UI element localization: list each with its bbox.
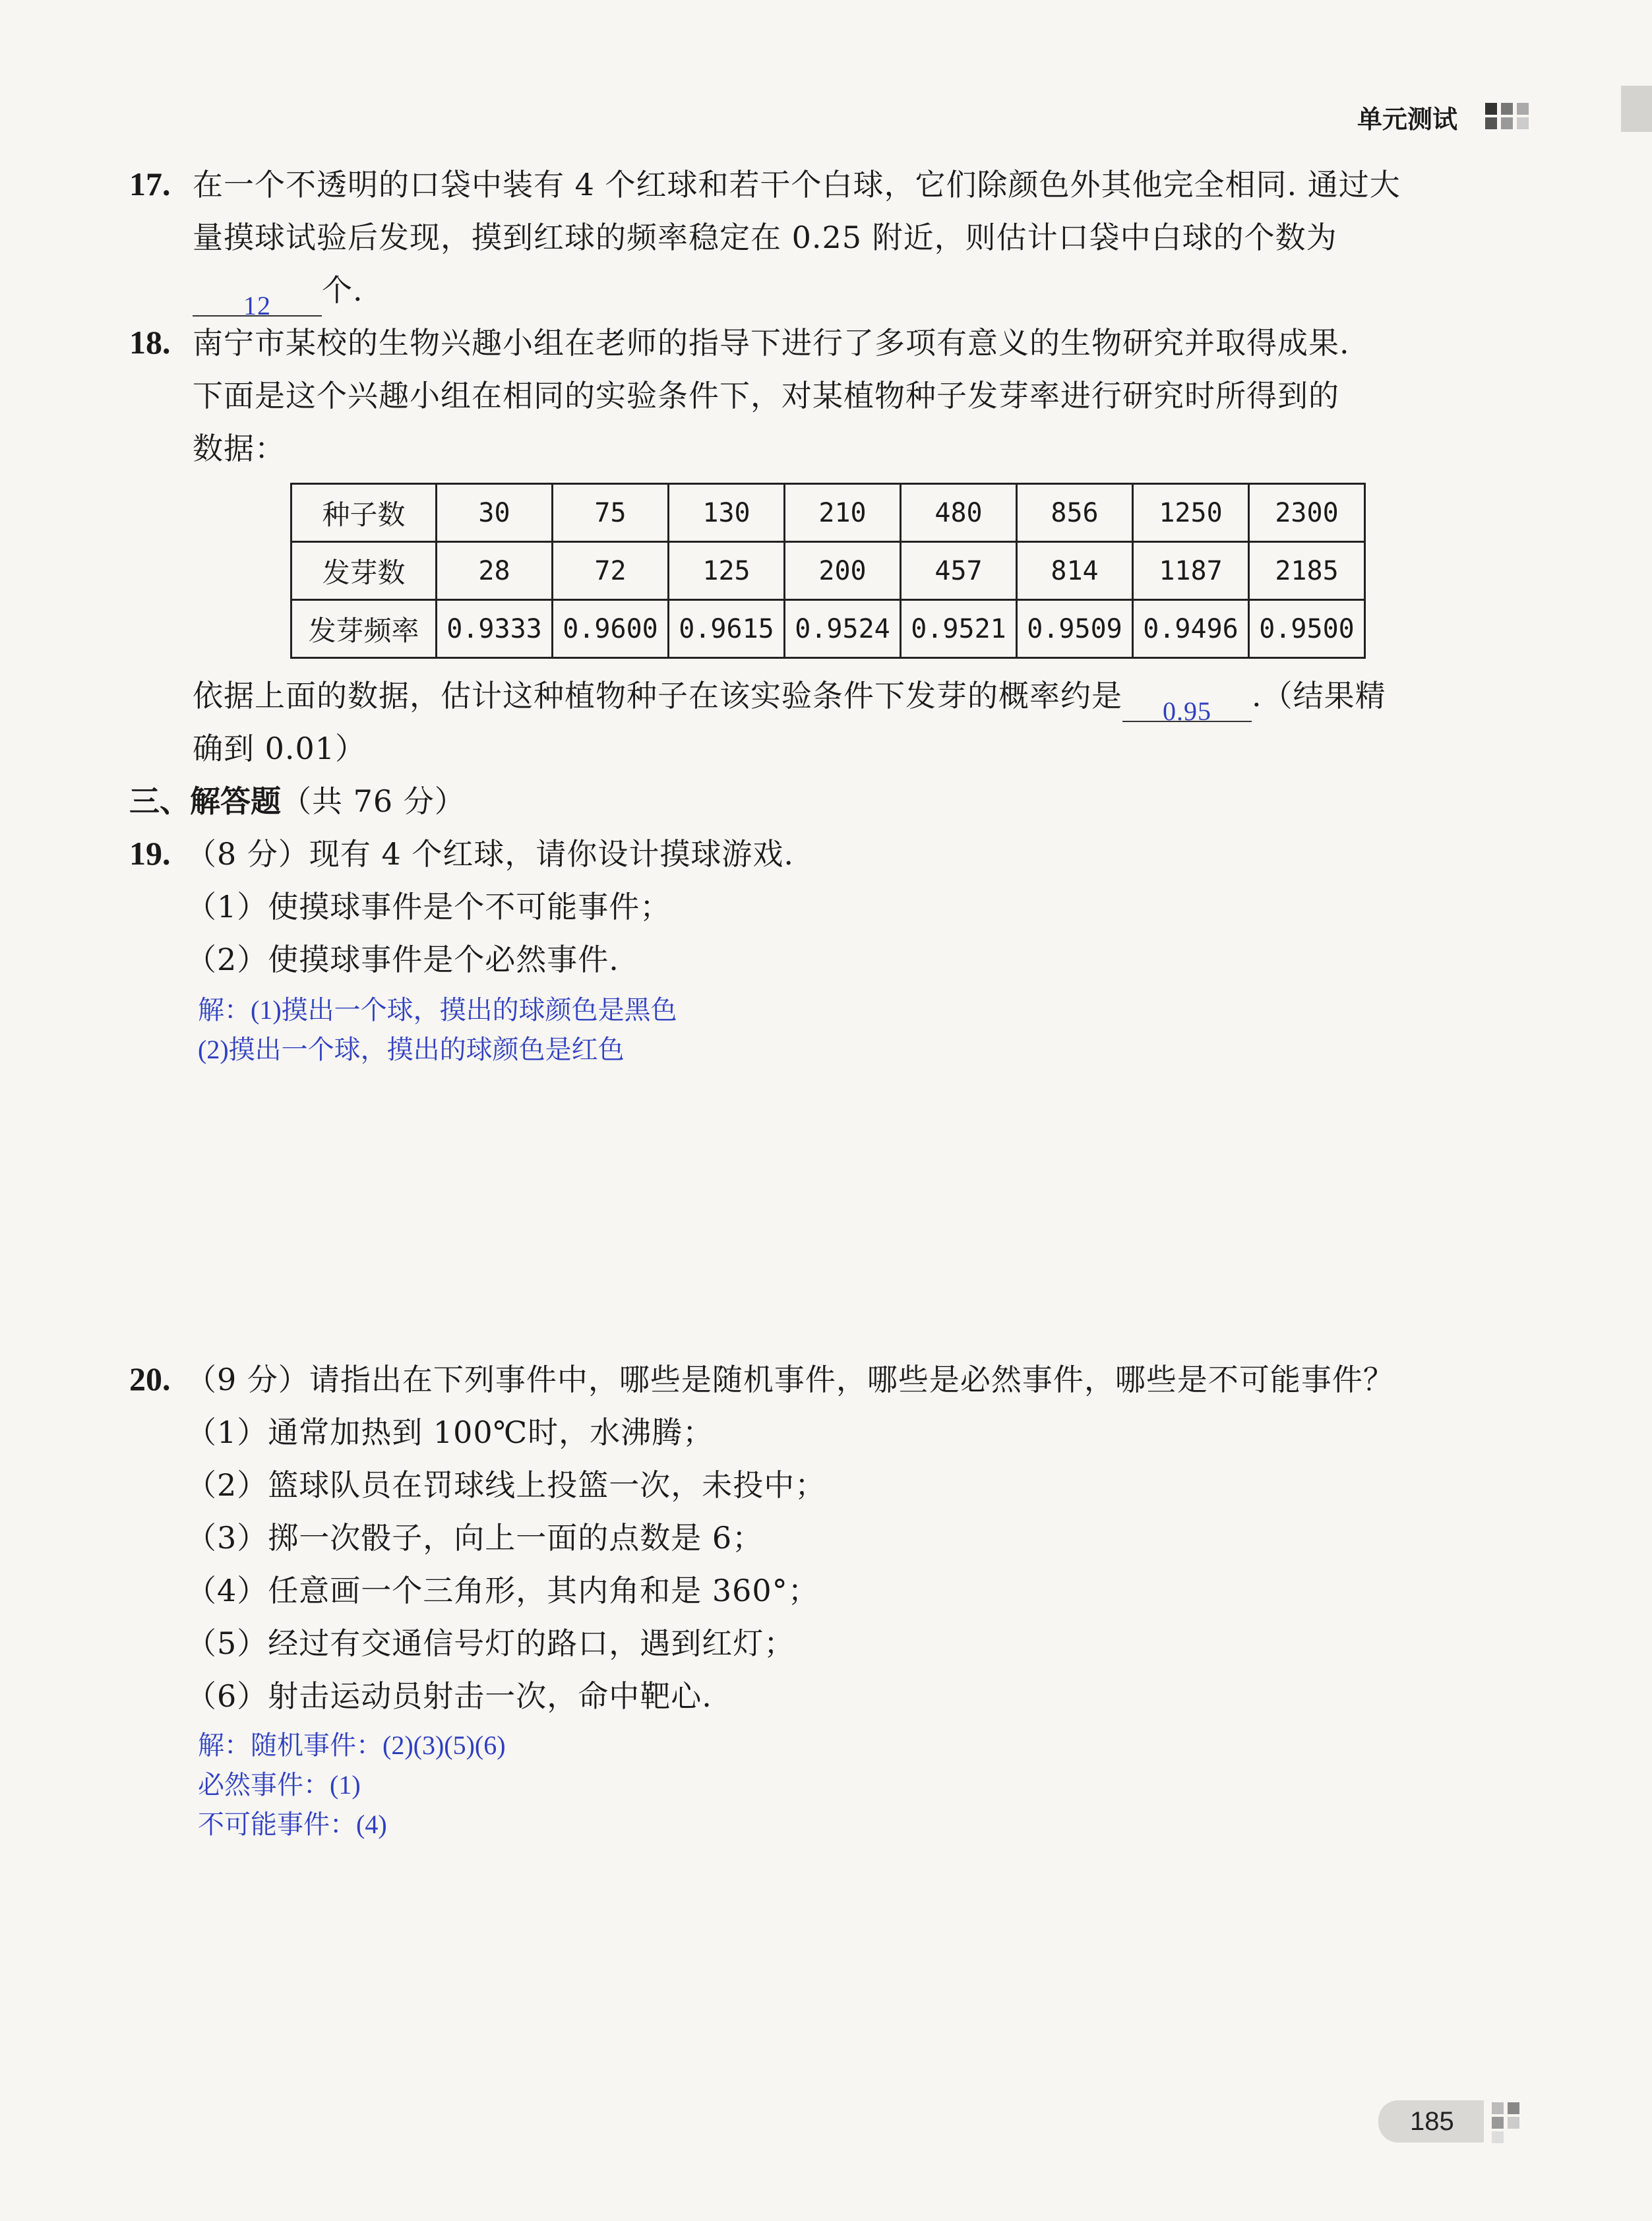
q18-after-line xyxy=(193,669,1386,726)
row-label: 发芽频率 xyxy=(291,600,437,658)
table-cell: 0.9600 xyxy=(553,600,669,658)
table-cell: 75 xyxy=(553,484,669,542)
page-number-badge xyxy=(1378,2100,1484,2143)
table-cell: 130 xyxy=(669,484,785,542)
table-cell: 0.9509 xyxy=(1017,600,1133,658)
q18-number: 18. xyxy=(129,324,171,361)
q18-line2: 下面是这个兴趣小组在相同的实验条件下，对某植物种子发芽率进行研究时所得到的 xyxy=(193,378,1339,413)
table-row xyxy=(291,600,1365,658)
q18-line3: 数据： xyxy=(193,431,286,466)
table-cell: 2300 xyxy=(1249,484,1365,542)
q17-answer: 12 xyxy=(193,280,322,317)
q20-answer1: 解：随机事件：(2)(3)(5)(6) xyxy=(198,1730,506,1760)
q18-line1: 南宁市某校的生物兴趣小组在老师的指导下进行了多项有意义的生物研究并取得成果. xyxy=(193,325,1350,361)
table-cell: 200 xyxy=(785,542,901,600)
q19-number: 19. xyxy=(129,835,171,872)
q20-answer2: 必然事件：(1) xyxy=(198,1770,361,1800)
table-cell: 28 xyxy=(437,542,553,600)
q20-number: 20. xyxy=(129,1360,171,1397)
q20-item: （4）任意画一个三角形，其内角和是 360°； xyxy=(186,1573,819,1608)
table-cell: 0.9333 xyxy=(437,600,553,658)
footer-squares-icon xyxy=(1492,2102,1538,2142)
table-cell: 0.9524 xyxy=(785,600,901,658)
table-row xyxy=(291,484,1365,542)
table-cell: 0.9521 xyxy=(901,600,1017,658)
table-cell: 856 xyxy=(1017,484,1133,542)
page-header-title: 单元测试 xyxy=(1357,105,1458,134)
table-cell: 814 xyxy=(1017,542,1133,600)
q17-line1: 在一个不透明的口袋中装有 4 个红球和若干个白球，它们除颜色外其他完全相同. 通过大 xyxy=(193,167,1401,202)
table-cell: 1250 xyxy=(1133,484,1249,542)
q20-item: （3）掷一次骰子，向上一面的点数是 6； xyxy=(186,1520,764,1556)
page-edge-tab xyxy=(1621,86,1652,132)
table-row xyxy=(291,542,1365,600)
q20-item: （1）通常加热到 100℃时，水沸腾； xyxy=(186,1415,714,1450)
table-cell: 0.9615 xyxy=(669,600,785,658)
q17-number: 17. xyxy=(129,166,171,202)
table-cell: 457 xyxy=(901,542,1017,600)
q18-after-text: 依据上面的数据，估计这种植物种子在该实验条件下发芽的概率约是 xyxy=(193,678,1122,714)
table-cell: 72 xyxy=(553,542,669,600)
header-squares-icon xyxy=(1485,103,1531,129)
table-cell: 125 xyxy=(669,542,785,600)
q17-line2: 量摸球试验后发现，摸到红球的频率稳定在 0.25 附近，则估计口袋中白球的个数为 xyxy=(193,220,1337,255)
q18-after-text2: .（结果精 xyxy=(1252,678,1386,714)
page-number: 185 xyxy=(1410,2107,1454,2136)
q19-answer2: (2)摸出一个球，摸出的球颜色是红色 xyxy=(198,1035,625,1064)
q20-item: （2）篮球队员在罚球线上投篮一次，未投中； xyxy=(186,1467,826,1503)
q20-item: （6）射击运动员射击一次，命中靶心. xyxy=(186,1678,712,1714)
row-label: 种子数 xyxy=(291,484,437,542)
q17-suffix: 个. xyxy=(322,272,363,308)
section-title: 三、解答题 xyxy=(129,783,281,819)
q20-item: （5）经过有交通信号灯的路口，遇到红灯； xyxy=(186,1626,795,1661)
q19-part1: （1）使摸球事件是个不可能事件； xyxy=(186,889,671,925)
section-score: （共 76 分） xyxy=(281,783,466,819)
table-cell: 480 xyxy=(901,484,1017,542)
q20-answer3: 不可能事件：(4) xyxy=(198,1810,387,1839)
q18-precision-line: 确到 0.01） xyxy=(193,731,367,766)
table-cell: 0.9496 xyxy=(1133,600,1249,658)
section-heading xyxy=(129,775,466,835)
q17-answer-line xyxy=(193,264,363,320)
q19-stem: （8 分）现有 4 个红球，请你设计摸球游戏. xyxy=(186,836,795,872)
germination-table xyxy=(290,483,1366,659)
q19-answer1: 解：(1)摸出一个球，摸出的球颜色是黑色 xyxy=(198,995,677,1025)
q19-part2: （2）使摸球事件是个必然事件. xyxy=(186,942,619,977)
table-cell: 0.9500 xyxy=(1249,600,1365,658)
table-cell: 1187 xyxy=(1133,542,1249,600)
q18-answer: 0.95 xyxy=(1122,685,1252,722)
q20-stem: （9 分）请指出在下列事件中，哪些是随机事件，哪些是必然事件，哪些是不可能事件？ xyxy=(186,1362,1394,1397)
table-cell: 30 xyxy=(437,484,553,542)
table-cell: 2185 xyxy=(1249,542,1365,600)
row-label: 发芽数 xyxy=(291,542,437,600)
table-cell: 210 xyxy=(785,484,901,542)
